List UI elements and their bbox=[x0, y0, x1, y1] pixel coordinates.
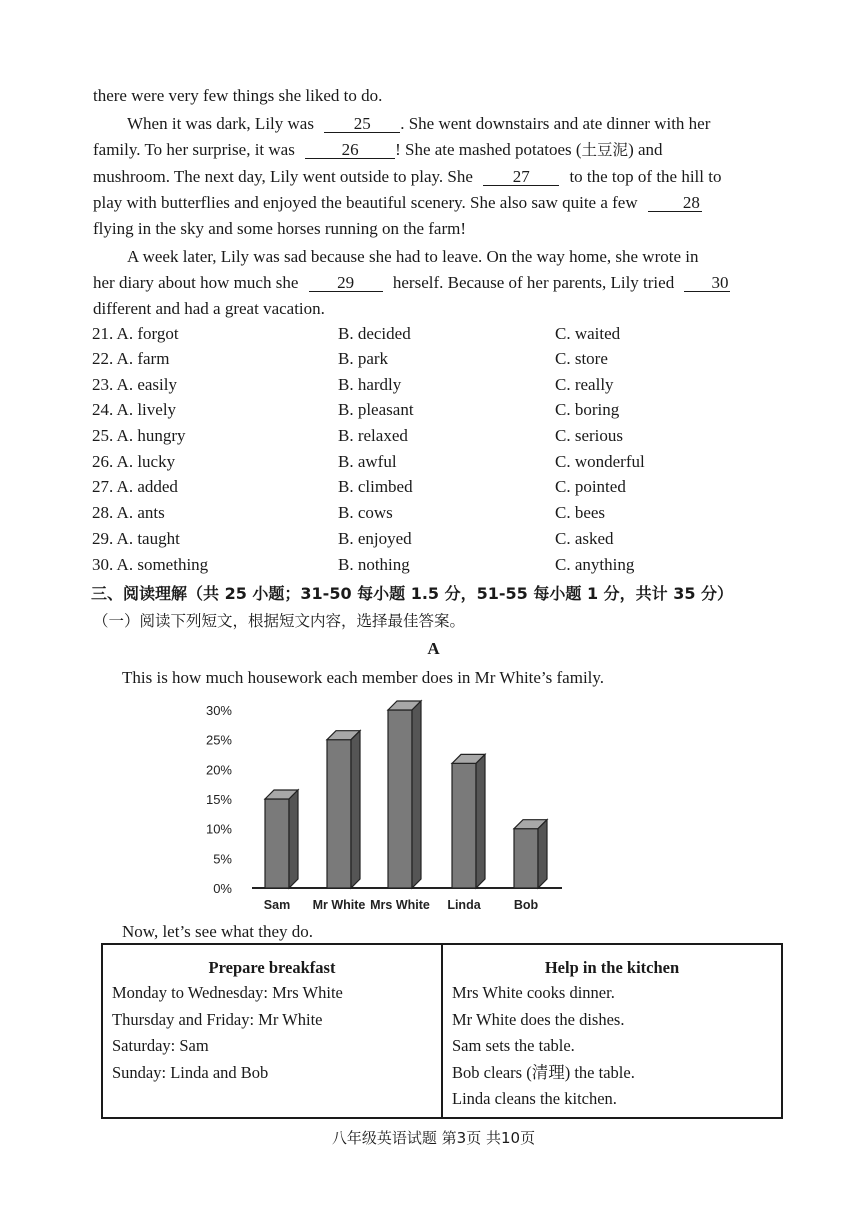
section-subtitle: （一）阅读下列短文，根据短文内容，选择最佳答案。 bbox=[93, 612, 466, 630]
blank-30: 30 bbox=[684, 274, 730, 292]
kitchen-item: Bob clears (清理) the table. bbox=[452, 1062, 635, 1082]
passage-text: mushroom. The next day, Lily went outside to play. She bbox=[93, 167, 473, 186]
passage-p3-line-3: different and had a great vacation. bbox=[93, 299, 325, 318]
option-b: B. climbed bbox=[338, 477, 413, 496]
option-c: C. wonderful bbox=[555, 452, 645, 471]
option-c: C. anything bbox=[555, 555, 635, 574]
breakfast-item: Thursday and Friday: Mr White bbox=[112, 1009, 323, 1029]
chart-intro: This is how much housework each member does in Mr White’s family. bbox=[122, 668, 605, 687]
bar-front bbox=[265, 799, 289, 888]
passage-p2-line-4 bbox=[93, 193, 702, 213]
passage-text: play with butterflies and enjoyed the beautiful scenery. She also saw quite a few bbox=[93, 193, 638, 212]
passage-text: When it was dark, Lily was bbox=[127, 114, 314, 133]
page-footer: 八年级英语试题 第3页 共10页 bbox=[331, 1129, 536, 1147]
option-b: B. awful bbox=[338, 452, 397, 471]
option-b: B. relaxed bbox=[338, 426, 408, 445]
passage-p3-line-2 bbox=[93, 273, 730, 293]
bar-side bbox=[412, 701, 421, 888]
option-b: B. decided bbox=[338, 324, 411, 343]
bar-front bbox=[388, 710, 412, 888]
option-c: C. boring bbox=[555, 400, 620, 419]
option-c: C. waited bbox=[555, 324, 621, 343]
option-a: 30. A. something bbox=[92, 555, 209, 574]
section-title: 三、阅读理解（共 25 小题；31-50 每小题 1.5 分，51-55 每小题 1 分，共计 35 分） bbox=[91, 584, 734, 603]
y-tick-label: 30% bbox=[205, 703, 232, 718]
y-tick-label: 10% bbox=[205, 821, 232, 837]
bar-front bbox=[514, 829, 538, 888]
option-a: 27. A. added bbox=[92, 477, 178, 496]
option-b: B. pleasant bbox=[338, 400, 414, 419]
option-b: B. enjoyed bbox=[338, 529, 412, 548]
option-a: 29. A. taught bbox=[92, 529, 180, 548]
option-b: B. park bbox=[338, 349, 389, 368]
kitchen-item: Mr White does the dishes. bbox=[452, 1009, 625, 1029]
breakfast-heading: Prepare breakfast bbox=[208, 958, 336, 977]
passage-text: her diary about how much she bbox=[93, 273, 299, 292]
bar-side bbox=[476, 754, 485, 888]
passage-p2-line-1 bbox=[127, 114, 710, 134]
option-a: 21. A. forgot bbox=[92, 324, 179, 343]
option-c: C. bees bbox=[555, 503, 606, 522]
option-b: B. hardly bbox=[338, 375, 402, 394]
breakfast-item: Sunday: Linda and Bob bbox=[112, 1062, 269, 1082]
kitchen-item: Mrs White cooks dinner. bbox=[452, 983, 615, 1002]
x-tick-label: Mr White bbox=[312, 898, 366, 912]
x-tick-label: Bob bbox=[513, 898, 539, 912]
bar-front bbox=[327, 740, 351, 888]
blank-28: 28 bbox=[648, 194, 702, 212]
passage-cjk-gloss: 土豆泥 bbox=[581, 141, 629, 159]
x-tick-label: Linda bbox=[447, 898, 481, 912]
bar-side bbox=[538, 820, 547, 888]
option-c: C. asked bbox=[555, 529, 614, 548]
option-b: B. cows bbox=[338, 503, 393, 522]
breakfast-item: Saturday: Sam bbox=[112, 1036, 209, 1055]
passage-text: . She went downstairs and ate dinner with her bbox=[400, 114, 711, 133]
option-a: 25. A. hungry bbox=[92, 426, 186, 445]
passage-text: to the top of the hill to bbox=[569, 167, 722, 186]
option-c: C. serious bbox=[555, 426, 623, 445]
passage-p2-line-3 bbox=[93, 167, 721, 187]
y-tick-label: 0% bbox=[213, 881, 232, 896]
option-a: 24. A. lively bbox=[92, 400, 177, 419]
bar-chart-svg bbox=[190, 690, 580, 915]
passage-letter: A bbox=[427, 639, 440, 658]
passage-text: ! She ate mashed potatoes ( bbox=[395, 140, 582, 159]
x-tick-label: Mrs White bbox=[370, 898, 430, 912]
kitchen-heading: Help in the kitchen bbox=[544, 958, 680, 977]
option-a: 23. A. easily bbox=[92, 375, 177, 394]
x-tick-label: Sam bbox=[263, 898, 291, 912]
option-b: B. nothing bbox=[338, 555, 410, 574]
blank-25: 25 bbox=[324, 115, 400, 133]
table-row bbox=[102, 944, 782, 1118]
passage-p2-line-5: flying in the sky and some horses running on the farm! bbox=[93, 219, 466, 238]
y-tick-label: 20% bbox=[205, 762, 232, 778]
passage-line-1: there were very few things she liked to do. bbox=[93, 86, 383, 105]
blank-27: 27 bbox=[483, 168, 559, 186]
passage-text: herself. Because of her parents, Lily tried bbox=[392, 273, 675, 292]
kitchen-item: Sam sets the table. bbox=[452, 1036, 575, 1055]
option-c: C. pointed bbox=[555, 477, 626, 496]
y-tick-label: 15% bbox=[205, 792, 232, 807]
breakfast-cell bbox=[102, 944, 442, 1118]
housework-chart bbox=[190, 690, 580, 915]
passage-text: ) and bbox=[628, 140, 663, 159]
housework-table bbox=[101, 943, 783, 1119]
passage-p2-line-2 bbox=[93, 140, 663, 160]
option-c: C. store bbox=[555, 349, 608, 368]
option-c: C. really bbox=[555, 375, 614, 394]
bar-side bbox=[351, 731, 360, 888]
bar-front bbox=[452, 763, 476, 888]
y-tick-label: 25% bbox=[205, 732, 232, 748]
passage-text: family. To her surprise, it was bbox=[93, 140, 295, 159]
after-chart-text: Now, let’s see what they do. bbox=[122, 922, 314, 941]
option-a: 28. A. ants bbox=[92, 503, 165, 522]
blank-26: 26 bbox=[305, 141, 395, 159]
blank-29: 29 bbox=[309, 274, 383, 292]
y-tick-label: 5% bbox=[213, 851, 232, 867]
bar-side bbox=[289, 790, 298, 888]
passage-p3-line-1: A week later, Lily was sad because she had to leave. On the way home, she wrote in bbox=[127, 247, 699, 266]
breakfast-item: Monday to Wednesday: Mrs White bbox=[112, 983, 343, 1002]
option-a: 26. A. lucky bbox=[92, 452, 176, 471]
kitchen-cell bbox=[442, 944, 782, 1118]
option-a: 22. A. farm bbox=[92, 349, 170, 368]
kitchen-item: Linda cleans the kitchen. bbox=[452, 1089, 617, 1108]
